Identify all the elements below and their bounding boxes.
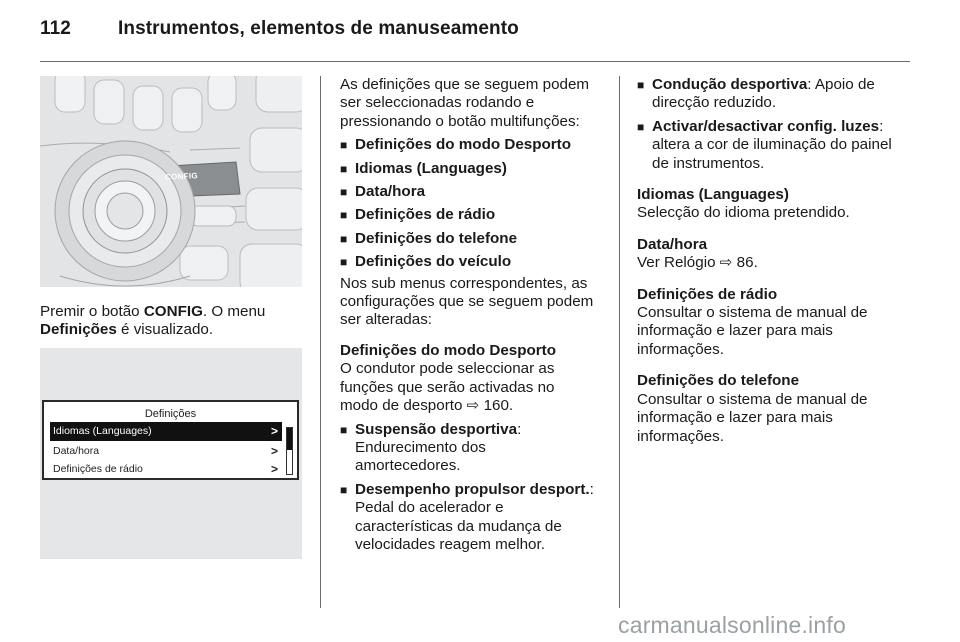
list-item-steering xyxy=(637,76,927,113)
menu-screen-title: Definições xyxy=(144,408,197,420)
lights-text: altera a cor de iluminação do painel xyxy=(652,136,892,154)
column-2 xyxy=(340,76,615,554)
config-caption xyxy=(40,303,310,340)
engine-line: características da mudança de xyxy=(355,517,562,535)
list-item-label: Definições do telefone xyxy=(355,229,518,247)
list-item-suspension: ■ Suspensão desportiva: Endurecimento dos amortecedores. xyxy=(340,421,615,476)
caption-bold-config: CONFIG xyxy=(143,303,203,320)
radio-paragraph xyxy=(637,304,927,359)
list-item-label: Definições de rádio xyxy=(355,206,496,224)
column-3 xyxy=(637,76,927,446)
radio-heading xyxy=(637,286,927,304)
languages-text: Selecção do idioma pretendido. xyxy=(637,204,850,222)
chevron-right-icon: > xyxy=(270,462,278,476)
list-item xyxy=(340,183,615,201)
phone-line: Consultar o sistema de manual de xyxy=(637,390,868,408)
list-item-engine: ■ Desempenho propulsor desport.: Pedal do acelerador e características da mudança de velocidades reagem melhor. xyxy=(340,481,615,555)
caption-text-1: Premir o botão xyxy=(40,303,144,320)
page-title: Instrumentos, elementos de manuseamento xyxy=(118,18,519,39)
watermark: carmanualsonline.info xyxy=(618,612,846,638)
list-item-label: Definições do modo Desporto xyxy=(355,136,572,154)
list-item xyxy=(340,253,615,271)
sport-heading-text: Definições do modo Desporto xyxy=(340,341,557,359)
sport-mode-heading xyxy=(340,342,615,360)
config-button-label: CONFIG xyxy=(164,171,199,182)
sport-mode-paragraph xyxy=(340,360,615,415)
engine-label: Desempenho propulsor desport. xyxy=(355,480,590,498)
chevron-right-icon: > xyxy=(270,424,278,438)
caption-bold-definicoes: Definições xyxy=(40,321,117,339)
intro-line: As definições que se seguem podem xyxy=(340,76,590,93)
lights-label: Activar/desactivar config. luzes xyxy=(652,117,880,135)
suspension-line: Endurecimento dos xyxy=(355,438,486,456)
intro-line: ser seleccionadas rodando e xyxy=(340,94,535,112)
engine-line: velocidades reagem melhor. xyxy=(355,535,545,553)
column-divider-2 xyxy=(619,76,620,608)
phone-line: informação e lazer para mais xyxy=(637,409,833,427)
phone-heading xyxy=(637,372,927,390)
suspension-label: Suspensão desportiva xyxy=(355,420,518,438)
menu-row-label: Definições de rádio xyxy=(53,463,143,475)
menu-scrollbar-thumb xyxy=(287,428,292,450)
suspension-line: amortecedores. xyxy=(355,457,461,475)
menu-scrollbar xyxy=(286,427,293,475)
radio-line: informação e lazer para mais xyxy=(637,322,833,340)
list-item xyxy=(340,206,615,224)
settings-menu-illustration xyxy=(40,348,302,559)
caption-text-2: . O menu xyxy=(202,303,266,320)
datetime-heading-text: Data/hora xyxy=(637,235,708,253)
menu-row-radio xyxy=(50,460,282,479)
radio-line: Consultar o sistema de manual de xyxy=(637,304,868,322)
intro-line: pressionando o botão multifunções: xyxy=(340,112,580,130)
sport-options-list-continued xyxy=(637,76,927,173)
submenu-line: ser alteradas: xyxy=(340,311,433,329)
page-number: 112 xyxy=(40,18,71,39)
submenu-line: Nos sub menus correspondentes, as xyxy=(340,274,588,292)
list-item xyxy=(340,160,615,178)
list-item xyxy=(340,230,615,248)
header-divider xyxy=(40,61,910,62)
sport-line: funções que serão activadas no xyxy=(340,378,555,396)
sport-line: modo de desporto ⇨ 160. xyxy=(340,397,514,415)
datetime-heading xyxy=(637,236,927,254)
submenu-paragraph xyxy=(340,275,615,330)
sport-line: O condutor pode seleccionar as xyxy=(340,360,555,378)
datetime-text: Ver Relógio ⇨ 86. xyxy=(637,254,758,272)
settings-menu-list xyxy=(340,136,615,271)
sport-options-list xyxy=(340,421,615,555)
steering-text: direcção reduzido. xyxy=(652,94,777,112)
list-item-lights: ■ Activar/desactivar config. luzes: altera a cor de iluminação do painel de instrumentos. xyxy=(637,118,927,173)
phone-line: informações. xyxy=(637,427,724,445)
menu-screen xyxy=(42,400,299,480)
intro-paragraph xyxy=(340,76,615,131)
languages-heading xyxy=(637,186,927,204)
phone-paragraph xyxy=(637,391,927,446)
column-divider-1 xyxy=(320,76,321,608)
config-button-illustration xyxy=(40,76,302,287)
menu-row-datetime xyxy=(50,442,282,461)
caption-text-3: é visualizado. xyxy=(116,321,214,339)
steering-label: Condução desportiva xyxy=(652,76,808,93)
list-item-label: Definições do veículo xyxy=(355,253,512,271)
radio-heading-text: Definições de rádio xyxy=(637,285,778,303)
menu-row-label: Data/hora xyxy=(53,445,100,457)
list-item-label: Data/hora xyxy=(355,183,426,201)
steering-text: : Apoio de xyxy=(807,76,875,93)
list-item-label: Idiomas (Languages) xyxy=(355,159,507,177)
phone-heading-text: Definições do telefone xyxy=(637,372,800,390)
menu-row-label: Idiomas (Languages) xyxy=(53,425,152,437)
list-item xyxy=(340,136,615,154)
radio-line: informações. xyxy=(637,340,724,358)
engine-line: Pedal do acelerador e xyxy=(355,499,504,517)
chevron-right-icon: > xyxy=(270,444,278,458)
languages-heading-text: Idiomas (Languages) xyxy=(637,186,789,204)
submenu-line: configurações que se seguem podem xyxy=(340,293,594,311)
menu-row-languages xyxy=(50,422,282,441)
lights-text: de instrumentos. xyxy=(652,154,765,172)
